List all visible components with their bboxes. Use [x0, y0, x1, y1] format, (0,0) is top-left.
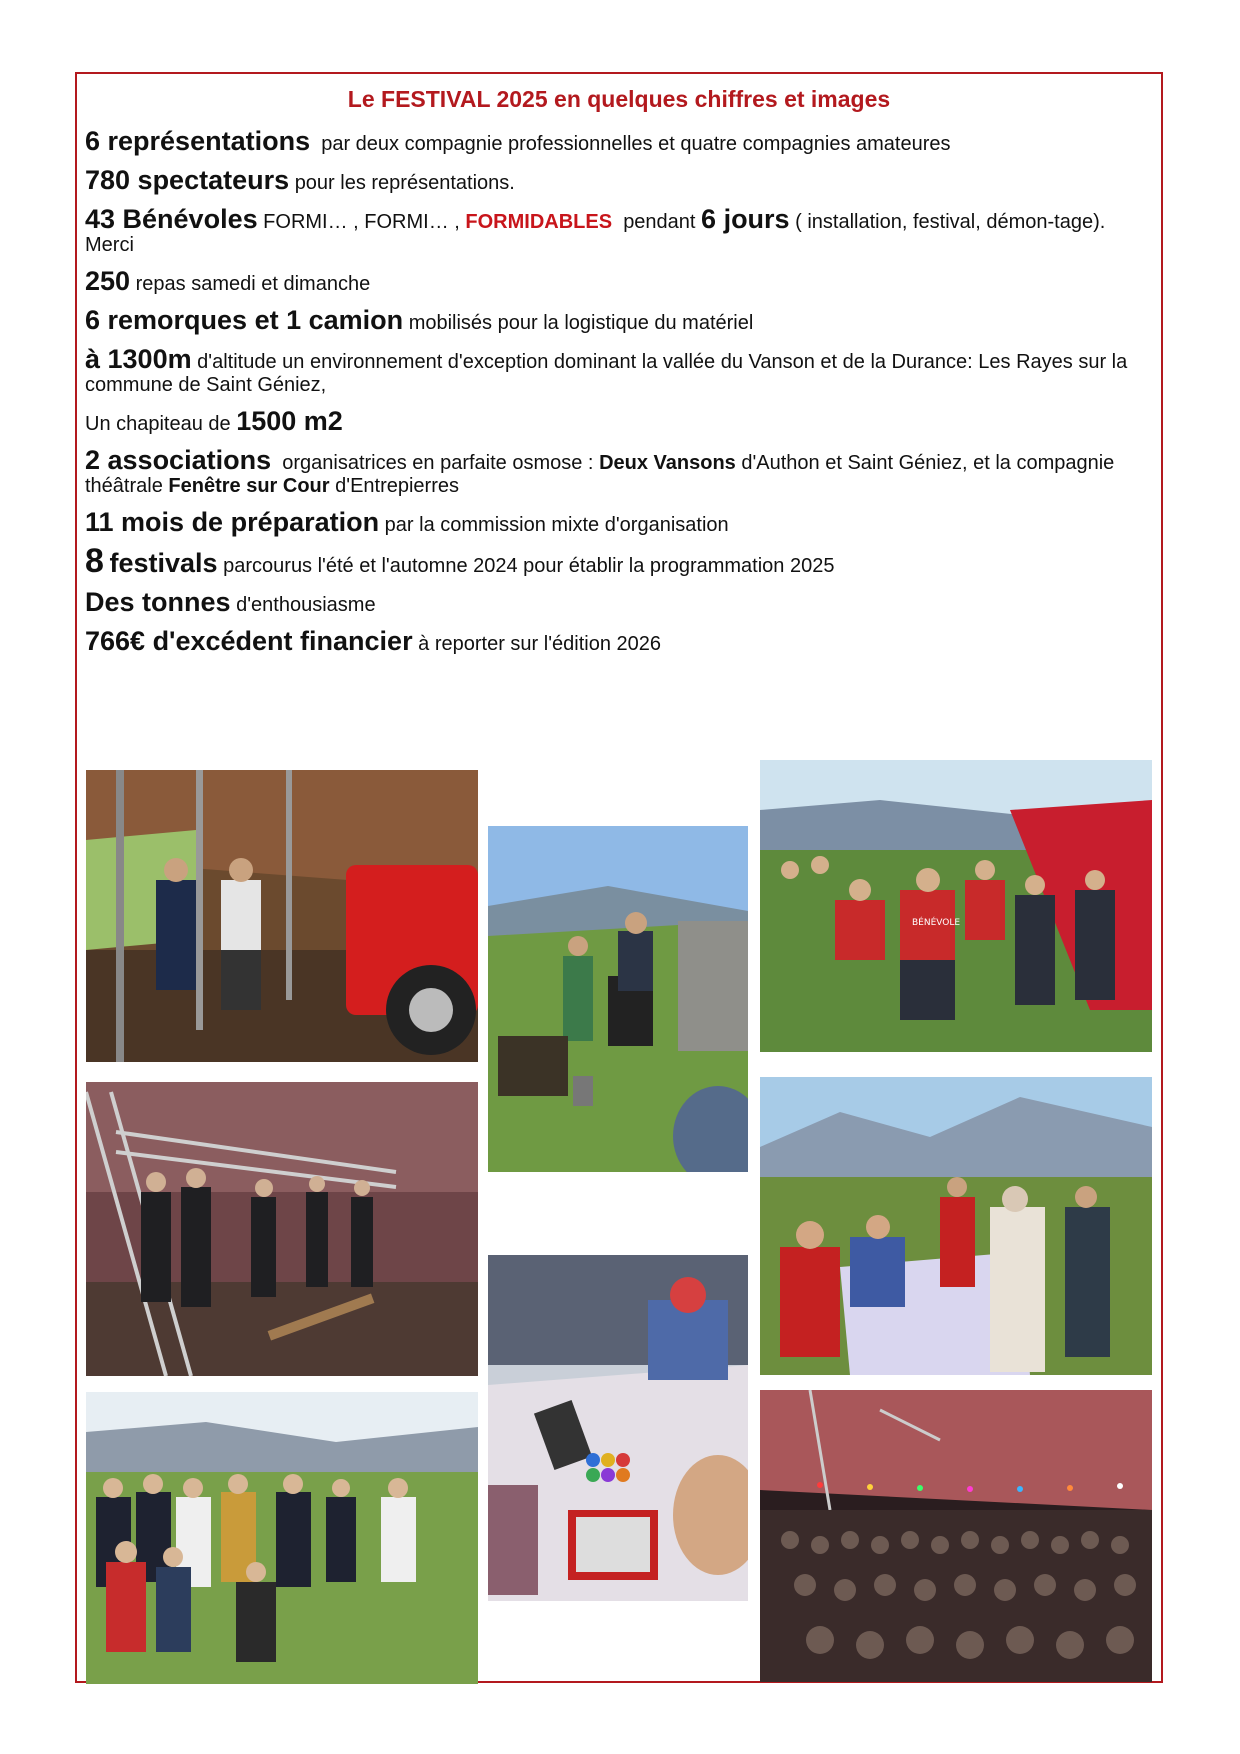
- audience-photo: [760, 1390, 1152, 1682]
- fact-associations: 2 associations organisatrices en parfaite osmose : Deux Vansons d'Authon et Saint Géniez, et la compagnie théâtrale Fenêtre sur Cour d'Entrepierres: [85, 445, 1115, 497]
- facts-list: [85, 126, 1147, 669]
- page-title: Le FESTIVAL 2025 en quelques chiffres et images: [347, 86, 891, 112]
- fact-spectateurs: 780 spectateurs pour les représentations.: [85, 165, 515, 195]
- craft-table-photo: [488, 1255, 748, 1601]
- fact-repas: 250 repas samedi et dimanche: [85, 266, 371, 296]
- fact-benevoles: 43 Bénévoles FORMI… , FORMI… , FORMIDABLES pendant 6 jours ( installation, festival, démon-tage). Merci: [85, 204, 1106, 256]
- fact-excedent: 766€ d'excédent financier à reporter sur l'édition 2026: [85, 626, 661, 656]
- fact-altitude: à 1300m d'altitude un environnement d'exception dominant la vallée du Vanson et de la Durance: Les Rayes sur la commune de Saint Géniez,: [85, 344, 1128, 396]
- volunteer-shirt-badge: BÉNÉVOLE: [912, 918, 961, 928]
- fact-representations: 6 représentations par deux compagnie professionnelles et quatre compagnies amateures: [85, 126, 951, 156]
- fact-remorques: 6 remorques et 1 camion mobilisés pour la logistique du matériel: [85, 305, 754, 335]
- group-meadow-photo: [86, 1392, 478, 1684]
- fact-enthousiasme: Des tonnes d'enthousiasme: [85, 587, 376, 617]
- unloading-photo: [488, 826, 748, 1172]
- mountain-table-photo: [760, 1077, 1152, 1375]
- fact-preparation: 11 mois de préparation par la commission mixte d'organisation: [85, 507, 729, 537]
- tent-setup-photo: [86, 770, 478, 1062]
- fact-chapiteau: Un chapiteau de 1500 m2: [85, 406, 343, 436]
- stage-truss-photo: [86, 1082, 478, 1376]
- fact-festivals: 8 festivals parcourus l'été et l'automne 2024 pour établir la programmation 2025: [85, 542, 835, 580]
- volunteers-crowd-photo: [760, 760, 1152, 1052]
